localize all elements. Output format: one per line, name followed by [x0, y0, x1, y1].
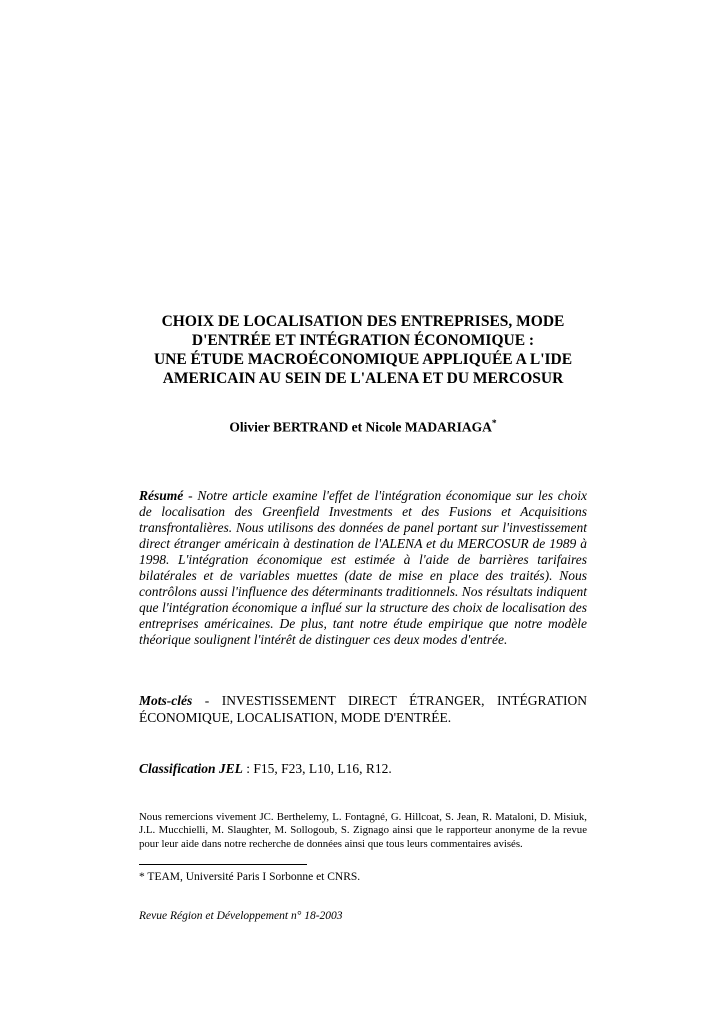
abstract-paragraph [139, 488, 587, 648]
abstract-label: Résumé [139, 487, 184, 503]
keywords-label: Mots-clés [139, 692, 193, 708]
footnote-mark: * [139, 871, 145, 883]
footnote [139, 871, 587, 883]
authors-footnote-mark: * [491, 419, 497, 429]
paper-title-line: CHOIX DE LOCALISATION DES ENTREPRISES, MODE [161, 313, 565, 330]
keywords-text: - INVESTISSEMENT DIRECT ÉTRANGER, INTÉGRATION ÉCONOMIQUE, LOCALISATION, MODE D'ENTRÉE. [139, 692, 588, 725]
journal-reference: Revue Région et Développement n° 18-2003 [139, 910, 343, 922]
authors-line [139, 419, 587, 436]
jel-classification [139, 761, 587, 777]
page-content [139, 0, 587, 922]
jel-label: Classification JEL [139, 760, 243, 776]
keywords-paragraph [139, 692, 587, 726]
paper-title-line: UNE ÉTUDE MACROÉCONOMIQUE APPLIQUÉE A L'IDE [153, 351, 573, 368]
paper-title [139, 312, 587, 388]
acknowledgments-paragraph: Nous remercions vivement JC. Berthelemy, L. Fontagné, G. Hillcoat, S. Jean, R. Mataloni, D. Misiuk, J.L. Mucchielli, M. Slaughter, M. Sollogoub, S. Zignago ainsi que le rapporteur anonyme de la revue pour leur aide dans notre recherche de données ainsi que tous leurs commentaires avisés. [139, 810, 587, 850]
abstract-text: - Notre article examine l'effet de l'intégration économique sur les choix de localisation des Greenfield Investments et des Fusions et Acquisitions transfrontalières. Nous utilisons des données de panel portant sur l'investissement direct étranger américain à destination de l'ALENA et du MERCOSUR de 1989 à 1998. L'intégration économique est estimée à l'aide de barrières tarifaires bilatérales et de variables muettes (date de mise en place des traités). Nous contrôlons aussi l'influence des déterminants traditionnels. Nos résultats indiquent que l'intégration économique a influé sur la structure des choix de localisation des entreprises américaines. De plus, tant notre étude empirique que notre modèle théorique soulignent l'intérêt de distinguer ces deux modes d'entrée. [139, 487, 588, 647]
footnote-separator [139, 864, 307, 865]
paper-title-line: AMERICAIN AU SEIN DE L'ALENA ET DU MERCOSUR [162, 370, 564, 387]
footnote-text: TEAM, Université Paris I Sorbonne et CNRS. [147, 871, 361, 883]
jel-codes: : F15, F23, L10, L16, R12. [246, 760, 392, 776]
paper-title-line: D'ENTRÉE ET INTÉGRATION ÉCONOMIQUE : [191, 332, 535, 349]
authors-names: Olivier BERTRAND et Nicole MADARIAGA [229, 419, 492, 435]
